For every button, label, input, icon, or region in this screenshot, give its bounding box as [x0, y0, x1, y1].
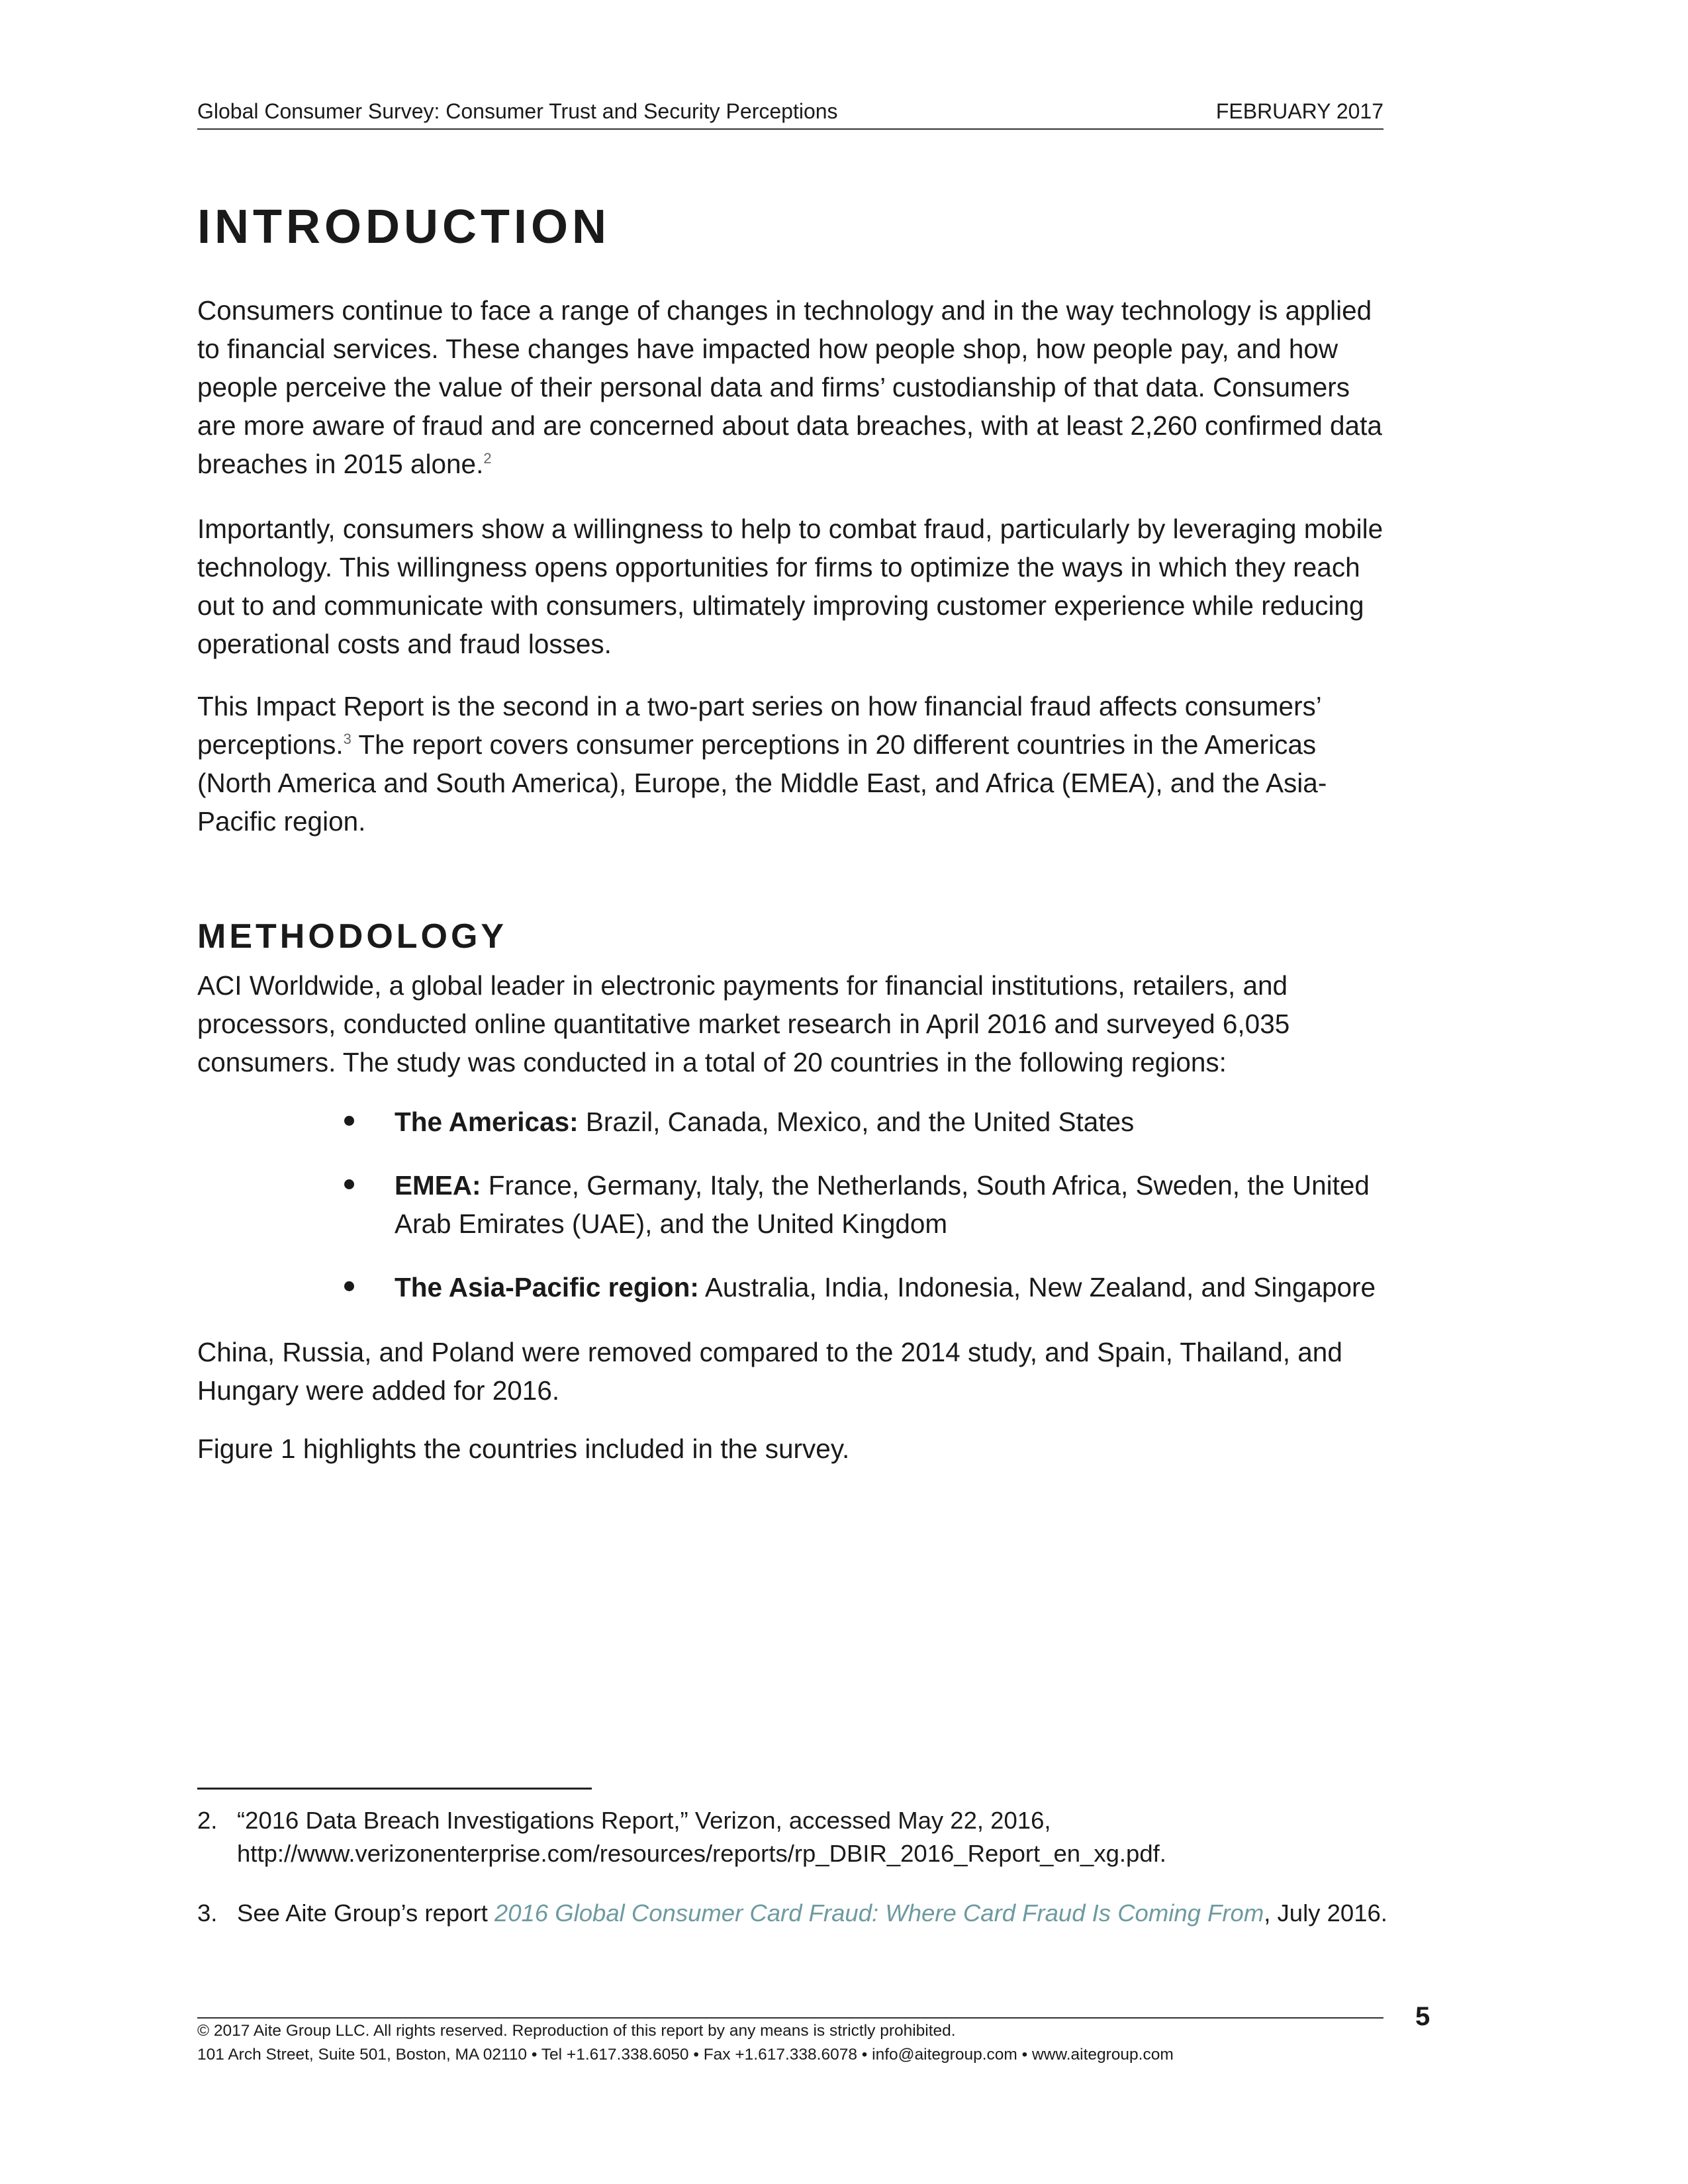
footnote-ref-3: 3	[343, 731, 352, 747]
page-number: 5	[1415, 2002, 1430, 2031]
regions-list	[344, 1103, 1390, 1306]
methodology-paragraph-3: Figure 1 highlights the countries included in the survey.	[197, 1433, 850, 1464]
region-bullet-americas: The Americas: Brazil, Canada, Mexico, and the United States	[344, 1103, 1390, 1141]
header-title: Global Consumer Survey: Consumer Trust and Security Perceptions	[197, 99, 838, 123]
intro-paragraph-3: This Impact Report is the second in a two-part series on how financial fraud affects consumers’ perceptions.$^3$ The report covers consumer perceptions in 20 different countries in the Americas (North America and South America), Europe, the Middle East, and Africa (EMEA), and the Asia-Pacific region.	[197, 691, 1327, 837]
region-bullet-emea: EMEA: France, Germany, Italy, the Netherlands, South Africa, Sweden, the United Arab Emirates (UAE), and the United Kingdom	[344, 1166, 1390, 1243]
bullet-icon	[344, 1179, 354, 1189]
introduction-heading: INTRODUCTION	[197, 201, 610, 253]
footer-divider	[197, 2017, 1383, 2019]
methodology-paragraph-2: China, Russia, and Poland were removed compared to the 2014 study, and Spain, Thailand, and Hungary were added for 2016.	[197, 1337, 1342, 1406]
footnote-2-url: http://www.verizonenterprise.com/resources/reports/rp_DBIR_2016_Report_en_xg.pdf.	[237, 1840, 1166, 1867]
intro-paragraph-2: Importantly, consumers show a willingness to help to combat fraud, particularly by leveraging mobile technology. This willingness opens opportunities for firms to optimize the ways in which they reach out to and communicate with consumers, ultimately improving customer experience while reducing operational costs and fraud losses.	[197, 514, 1383, 659]
footer-copyright: © 2017 Aite Group LLC. All rights reserved. Reproduction of this report by any means is strictly prohibited.	[197, 2022, 956, 2040]
report-link[interactable]: 2016 Global Consumer Card Fraud: Where Card Fraud Is Coming From	[494, 1899, 1264, 1927]
footnote-2: 2. “2016 Data Breach Investigations Report,” Verizon, accessed May 22, 2016, http://www.verizonenterprise.com/resources/reports/rp_DBIR_2016_Report_en_xg.pdf.	[197, 1804, 1389, 1870]
region-bullet-asia-pacific: The Asia-Pacific region: Australia, India, Indonesia, New Zealand, and Singapore	[344, 1268, 1390, 1306]
header-date: FEBRUARY 2017	[1215, 99, 1383, 123]
bullet-icon	[344, 1116, 354, 1126]
footnote-ref-2: 2	[483, 450, 492, 467]
running-header	[197, 97, 1383, 130]
bullet-icon	[344, 1281, 354, 1291]
methodology-heading: METHODOLOGY	[197, 917, 508, 956]
footer-contact: 101 Arch Street, Suite 501, Boston, MA 02110 • Tel +1.617.338.6050 • Fax +1.617.338.6078 • info@aitegroup.com • www.aitegroup.com	[197, 2046, 1174, 2064]
footnote-divider	[197, 1788, 592, 1790]
intro-paragraph-1: Consumers continue to face a range of changes in technology and in the way technology is applied to financial services. These changes have impacted how people shop, how people pay, and how people perceive the value of their personal data and firms’ custodianship of that data. Consumers are more aware of fraud and are concerned about data breaches, with at least 2,260 confirmed data breaches in 2015 alone.$^2$	[197, 295, 1382, 479]
methodology-paragraph-1: ACI Worldwide, a global leader in electronic payments for financial institutions, retailers, and processors, conducted online quantitative market research in April 2016 and surveyed 6,035 consumers. The study was conducted in a total of 20 countries in the following regions:	[197, 970, 1290, 1077]
footnote-3: 3. See Aite Group’s report 2016 Global Consumer Card Fraud: Where Card Fraud Is Coming From, July 2016.	[197, 1899, 1387, 1927]
